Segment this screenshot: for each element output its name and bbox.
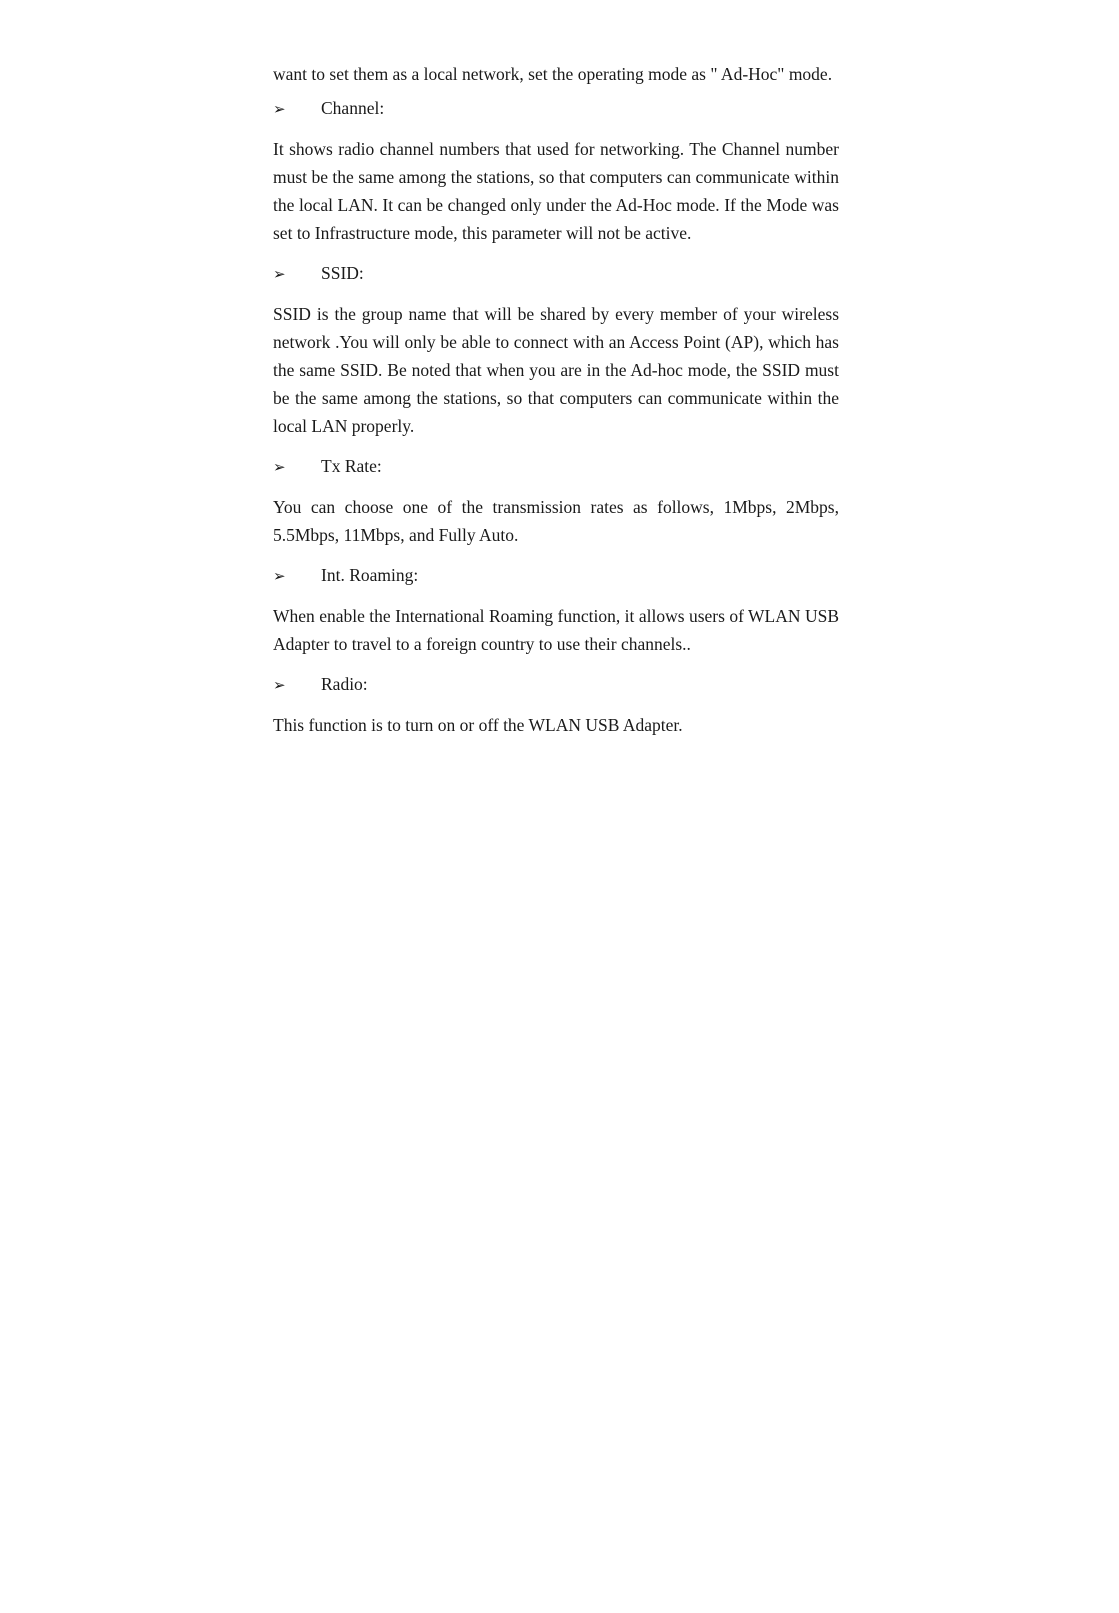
section-heading-channel	[273, 94, 839, 123]
arrowhead-bullet-icon: ➢	[273, 265, 286, 283]
section-heading-int-roaming	[273, 561, 839, 590]
intro-paragraph: want to set them as a local network, set the operating mode as " Ad-Hoc" mode.	[273, 64, 833, 84]
heading-label: Channel:	[321, 98, 385, 118]
section-body-radio: This function is to turn on or off the WLAN USB Adapter.	[273, 715, 683, 735]
section-body-ssid: SSID is the group name that will be shared by every member of your wireless network .You will only be able to connect with an Access Point (AP), which has the same SSID. Be noted that when you are in the Ad-hoc mode, the SSID must be the same among the stations, so that computers can communicate within the local LAN properly.	[273, 304, 839, 436]
section-body-channel: It shows radio channel numbers that used for networking. The Channel number must be the same among the stations, so that computers can communicate within the local LAN. It can be changed only under the Ad-Hoc mode. If the Mode was set to Infrastructure mode, this parameter will not be active.	[273, 139, 839, 243]
arrowhead-bullet-icon: ➢	[273, 676, 286, 694]
section-body-tx-rate: You can choose one of the transmission rates as follows, 1Mbps, 2Mbps, 5.5Mbps, 11Mbps, and Fully Auto.	[273, 497, 839, 545]
document-page	[273, 60, 839, 751]
arrowhead-bullet-icon: ➢	[273, 100, 286, 118]
heading-label: SSID:	[321, 263, 364, 283]
section-heading-ssid	[273, 259, 839, 288]
heading-label: Int. Roaming:	[321, 565, 419, 585]
heading-label: Tx Rate:	[321, 456, 382, 476]
heading-label: Radio:	[321, 674, 368, 694]
section-heading-tx-rate	[273, 452, 839, 481]
section-heading-radio	[273, 670, 839, 699]
section-body-int-roaming: When enable the International Roaming function, it allows users of WLAN USB Adapter to travel to a foreign country to use their channels..	[273, 606, 839, 654]
arrowhead-bullet-icon: ➢	[273, 567, 286, 585]
arrowhead-bullet-icon: ➢	[273, 458, 286, 476]
